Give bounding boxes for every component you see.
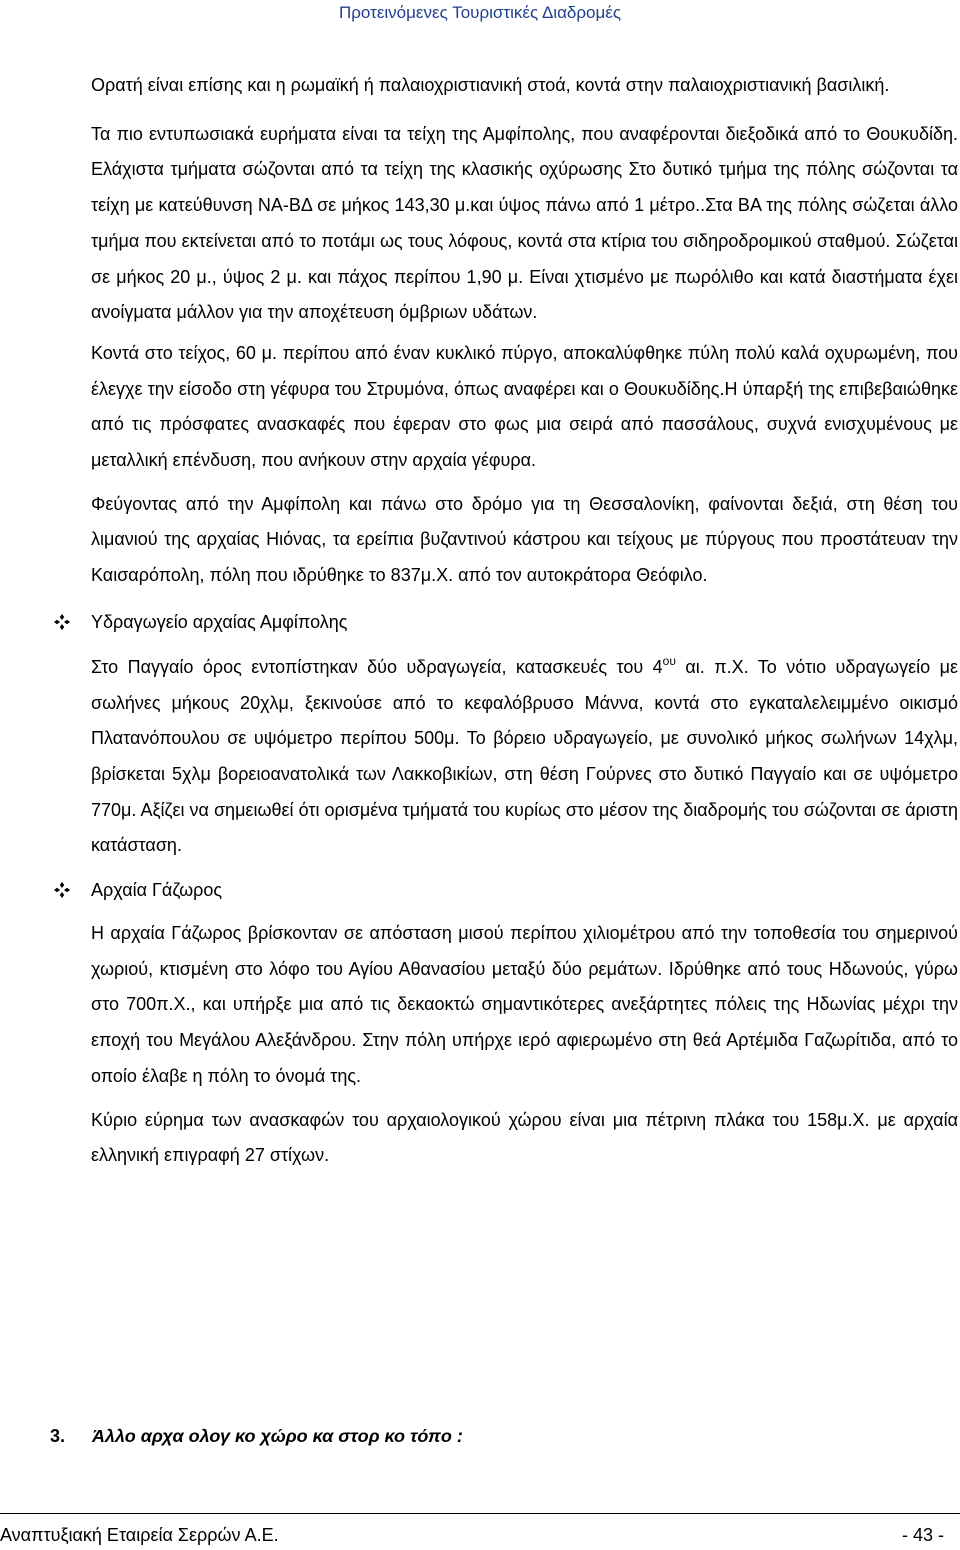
diamond-bullet-icon: [51, 870, 73, 910]
page-header: Προτεινόμενες Τουριστικές Διαδρομές: [338, 3, 622, 22]
paragraph-aqueduct: Στο Παγγαίο όρος εντοπίστηκαν δύο υδραγωγεία, κατασκευές του $4^{o\upsilon}$ αι. π.Χ. Το νότιο υδραγωγείο με σωλήνες μήκους 20χλμ, ξεκινούσε από το κεφαλόβρυσο Μάννα, κοντά στο εγκαταλελειμμένο οικισμό Πλατανόπουλου σε υψόμετρο περίπου 500μ. Το βόρειο υδραγωγείο, με συνολικό μήκος σωλήνων 14χλμ, βρίσκεται 5χλμ βορειοανατολικά των Λακκοβικίων, στη θέση Γούρνες στο δυτικό Παγγαίο και σε υψόμετρο 770μ. Αξίζει να σημειωθεί ότι ορισμένα τμήματά του κυρίως στο μέσον της διαδρομής του σώζονται σε άριστη κατάσταση.: [91, 653, 958, 856]
bullet-aqueduct: [91, 602, 958, 642]
bullet-label: Υδραγωγείο αρχαίας Αμφίπολης: [91, 611, 348, 632]
paragraph-eion: Φεύγοντας από την Αμφίπολη και πάνω στο δρόμο για τη Θεσσαλονίκη, φαίνονται δεξιά, στη θέση του λιμανιού της αρχαίας Ηιόνας, τα ερείπια βυζαντινού κάστρου και τείχους με πύργους που προστάτευαν την Καισαρόπολη, πόλη που ιδρύθηκε το 837μ.Χ. από τον αυτοκράτορα Θεόφιλο.: [91, 493, 958, 586]
section-number: 3.: [50, 1426, 66, 1446]
bullet-label: Αρχαία Γάζωρος: [91, 880, 223, 901]
paragraph-roman-stoa: Ορατή είναι επίσης και η ρωμαϊκή ή παλαιοχριστιανική στοά, κοντά στην παλαιοχριστιανική βασιλική.: [91, 75, 890, 95]
footer-company: Αναπτυξιακή Εταιρεία Σερρών Α.Ε.: [0, 1525, 279, 1545]
paragraph-gazoros: Η αρχαία Γάζωρος βρίσκονταν σε απόσταση μισού περίπου χιλιομέτρου από την τοποθεσία του σημερινού χωριού, κτισμένη στο λόφο του Αγίου Αθανασίου μεταξύ δύο ρεμάτων. Ιδρύθηκε από τους Ηδωνούς, γύρω στο 700π.Χ., και υπήρξε μια από τις δεκαοκτώ σημαντικότερες ανεξάρτητες πόλεις της Ηδωνίας μέχρι την εποχή του Μεγάλου Αλεξάνδρου. Στην πόλη υπήρχε ιερό αφιερωμένο στη θεά Αρτέμιδα Γαζωρίτιδα, από το οποίο έλαβε η πόλη το όνομά της.: [91, 923, 958, 1086]
paragraph-gate: Κοντά στο τείχος, 60 μ. περίπου από έναν κυκλικό πύργο, αποκαλύφθηκε πύλη πολύ καλά οχυρωμένη, που έλεγχε την είσοδο στη γέφυρα του Στρυμόνα, όπως αναφέρει και ο Θουκυδίδης.Η ύπαρξή της επιβεβαιώθηκε από τις πρόσφατες ανασκαφές που έφεραν στο φως μια σειρά από πασσάλους, συχνά ενισχυμένους με μεταλλική επένδυση, που ανήκουν στην αρχαία γέφυρα.: [91, 342, 958, 471]
paragraph-walls: Τα πιο εντυπωσιακά ευρήματα είναι τα τείχη της Αμφίπολης, που αναφέρονται διεξοδικά από το Θουκυδίδη. Ελάχιστα τμήματα σώζονται από τα τείχη της κλασικής οχύρωσης Στο δυτικό τμήμα της πόλης σώζονται τα τείχη με κατεύθυνση ΝΑ-ΒΔ σε μήκος 143,30 μ.και ύψος πάνω από 1 μέτρο..Στα ΒΑ της πόλης σώζεται άλλο τμήμα που εκτείνεται από το ποτάμι ως τους λόφους, κοντά στα κτίρια του σιδηροδρομικού σταθμού. Σώζεται σε μήκος 20 μ., ύψος 2 μ. και πάχος περίπου 1,90 μ. Είναι χτισμένο με πωρόλιθο και κατά διαστήματα έχει ανοίγματα μάλλον για την αποχέτευση όμβριων υδάτων.: [91, 123, 958, 323]
section-heading: [50, 1418, 463, 1454]
page-number: - 43 -: [901, 1525, 944, 1545]
page-footer: [0, 1513, 960, 1550]
bullet-gazoros: [91, 870, 958, 910]
diamond-bullet-icon: [51, 602, 73, 642]
document-body: [91, 68, 958, 1174]
superscript: ου: [662, 653, 676, 668]
paragraph-gazoros-find: Κύριο εύρημα των ανασκαφών του αρχαιολογικού χώρου είναι μια πέτρινη πλάκα του 158μ.Χ. με αρχαία ελληνική επιγραφή 27 στίχων.: [91, 1109, 958, 1166]
section-title: Άλλο αρχα ολογ κο χώρο κα στορ κο τόπο :: [92, 1426, 463, 1446]
